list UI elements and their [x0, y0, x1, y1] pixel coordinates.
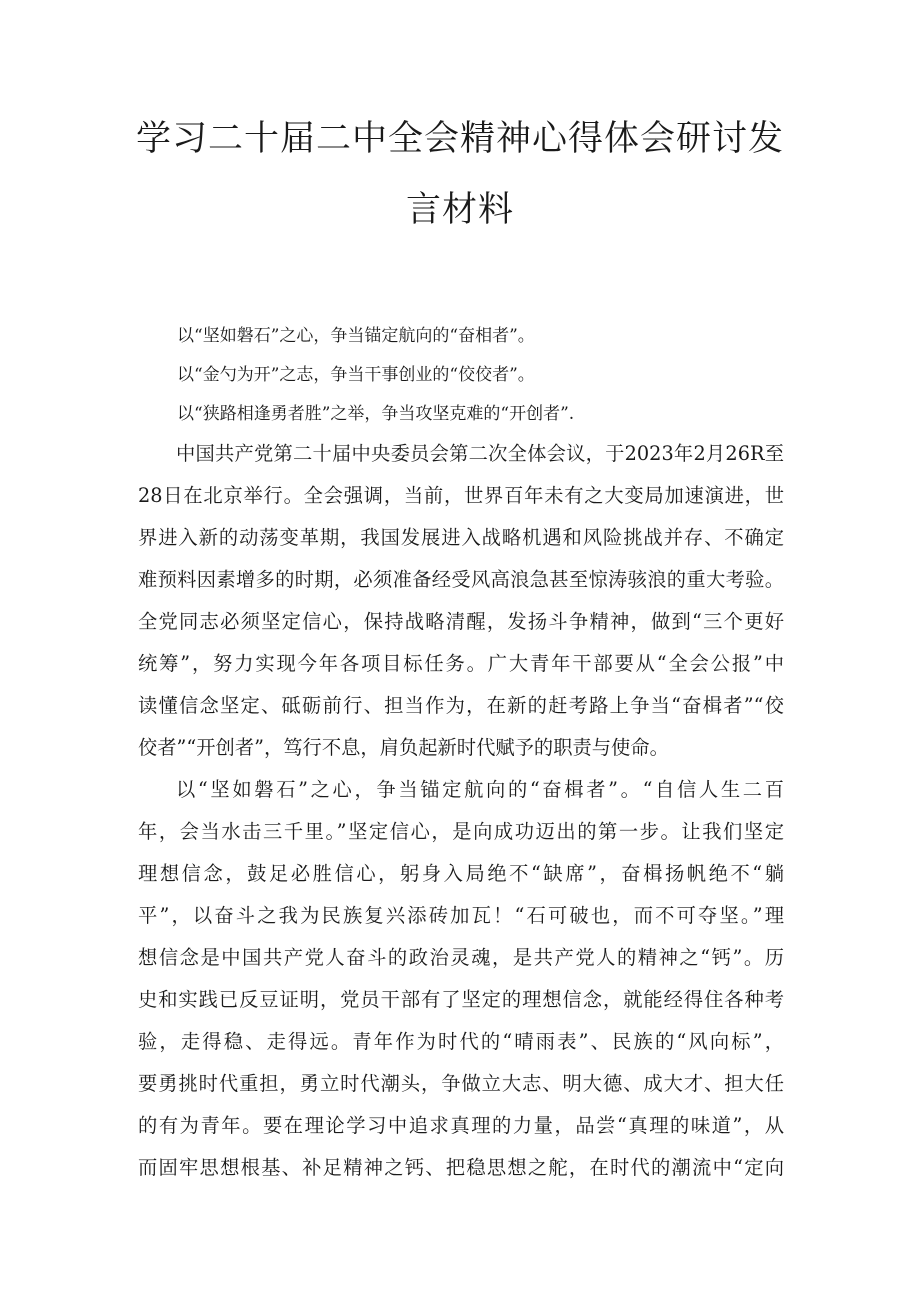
document-title-line-1: 学习二十届二中全会精神心得体会研讨发	[135, 119, 784, 159]
paragraph-line: 难预料因素增多的时期，必须准备经受风高浪急甚至惊涛骇浪的重大考验。	[138, 568, 784, 591]
paragraph-line: 佼者”“开创者”，笃行不息，肩负起新时代赋予的职责与使命。	[138, 736, 669, 759]
paragraph-line: 读懂信念坚定、砥砺前行、担当作为，在新的赶考路上争当“奋楫者”“佼	[138, 694, 784, 717]
paragraph-line: 想信念是中国共产党人奋斗的政治灵魂，是共产党人的精神之“钙”。历	[138, 946, 784, 969]
summary-line-1: 以“坚如磐石”之心，争当锚定航向的“奋相者”。	[177, 326, 535, 346]
paragraph-line: 中国共产党第二十届中央委员会第二次全体会议，于2023年2月26R至	[176, 442, 784, 465]
summary-line-3: 以“狭路相逢勇者胜”之举，争当攻坚克难的“开创者”.	[177, 404, 575, 424]
paragraph-line: 平”，以奋斗之我为民族复兴添砖加瓦！“石可破也，而不可夺坚。”理	[138, 904, 784, 927]
paragraph-line: 理想信念，鼓足必胜信心，躬身入局绝不“缺席”，奋楫扬帆绝不“躺	[138, 862, 784, 885]
paragraph-line: 全党同志必须坚定信心，保持战略清醒，发扬斗争精神，做到“三个更好	[138, 610, 784, 633]
paragraph-line: 28日在北京举行。全会强调，当前，世界百年未有之大变局加速演进，世	[138, 484, 784, 507]
paragraph-line: 要勇挑时代重担，勇立时代潮头，争做立大志、明大德、成大才、担大任	[138, 1072, 784, 1095]
paragraph-line: 以“坚如磐石”之心，争当锚定航向的“奋楫者”。“自信人生二百	[176, 778, 784, 801]
paragraph-line: 史和实践已反豆证明，党员干部有了坚定的理想信念，就能经得住各种考	[138, 988, 784, 1011]
paragraph-line: 统筹”，努力实现今年各项目标任务。广大青年干部要从“全会公报”中	[138, 652, 784, 675]
paragraph-line: 验，走得稳、走得远。青年作为时代的“晴雨表”、民族的“风向标”，	[138, 1030, 784, 1053]
summary-line-2: 以“金勺为开”之志，争当干事创业的“佼佼者”。	[177, 365, 535, 385]
paragraph-line: 的有为青年。要在理论学习中追求真理的力量，品尝“真理的味道”，从	[138, 1114, 784, 1137]
paragraph-line: 年，会当水击三千里。”坚定信心，是向成功迈出的第一步。让我们坚定	[138, 820, 784, 843]
paragraph-line: 而固牢思想根基、补足精神之钙、把稳思想之舵，在时代的潮流中“定向	[138, 1156, 784, 1179]
paragraph-line: 界进入新的动荡变革期，我国发展进入战略机遇和风险挑战并存、不确定	[138, 526, 784, 549]
document-title-line-2: 言材料	[405, 190, 514, 230]
